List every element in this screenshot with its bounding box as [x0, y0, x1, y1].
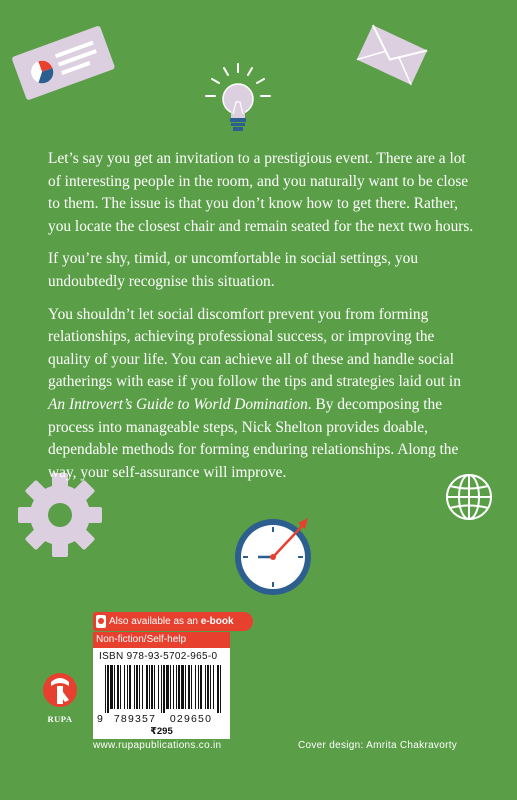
blurb-paragraph-3	[48, 304, 476, 485]
back-cover-blurb	[48, 148, 476, 494]
barcode-digits	[97, 713, 227, 725]
barcode-bar	[166, 665, 169, 709]
lightbulb-icon	[200, 62, 276, 142]
ebook-label-highlight: e-book	[200, 616, 234, 627]
barcode-bar	[213, 665, 214, 709]
isbn-number: ISBN 978-93-5702-965-0	[99, 651, 218, 662]
barcode-bar	[136, 665, 138, 709]
genre-label: Non-fiction/Self-help	[93, 632, 230, 648]
barcode-icon	[97, 665, 225, 713]
barcode-bar	[117, 665, 119, 709]
barcode-bar	[198, 665, 199, 709]
publisher-logo-icon	[42, 660, 78, 712]
blurb-paragraph-1: Let’s say you get an invitation to a prestigious event. There are a lot of interesting people in the room, and you naturally want to be close to them. The issue is that you don’t know how to get there. Rather, you locate the closest chair and remain seated for the next two hours.	[48, 150, 474, 235]
barcode-bar	[127, 665, 128, 709]
barcode-bar	[151, 665, 153, 709]
barcode-bar	[191, 665, 192, 709]
barcode-bar	[139, 665, 140, 709]
envelope-icon	[352, 18, 432, 92]
publisher-name: RUPA	[47, 714, 73, 724]
barcode-digit-group-1: 789357	[113, 713, 157, 725]
id-card-icon	[8, 22, 118, 102]
barcode-bar	[161, 665, 162, 713]
ebook-icon	[96, 615, 106, 628]
barcode-bar	[188, 665, 190, 709]
ebook-availability-banner	[93, 612, 253, 631]
ebook-label-prefix: Also available as an	[109, 616, 201, 627]
barcode-bar	[176, 665, 177, 709]
barcode-bar	[173, 665, 174, 709]
barcode-bar	[200, 665, 202, 709]
barcode-bar	[124, 665, 125, 709]
barcode-bar	[181, 665, 184, 709]
barcode-bar	[170, 665, 171, 709]
barcode-bar	[154, 665, 155, 709]
barcode-bar	[142, 665, 143, 709]
cover-design-credit: Cover design: Amrita Chakravorty	[298, 740, 458, 751]
barcode-bar	[217, 665, 219, 713]
barcode-bar	[110, 665, 113, 709]
barcode-bar	[114, 665, 115, 709]
barcode-bar	[163, 665, 165, 713]
publisher-website: www.rupapublications.co.in	[93, 740, 222, 751]
barcode-bar	[210, 665, 211, 709]
barcode-bar	[134, 665, 135, 709]
barcode-bar	[107, 665, 109, 713]
blurb-p3-text-b: . By decomposing the process into manageable steps, Nick Shelton provides doable, dependable methods for forming enduring relationships. Along the way, your self-assurance will improve.	[48, 395, 459, 481]
barcode-bar	[120, 665, 121, 709]
barcode-bar	[185, 665, 186, 709]
barcode-bar	[149, 665, 150, 709]
barcode-bar	[178, 665, 180, 709]
book-title-italic: An Introvert’s Guide to World Domination	[48, 395, 308, 413]
barcode-bar	[207, 665, 209, 709]
blurb-p3-text-a: You shouldn’t let social discomfort prevent you from forming relationships, achieving professional success, or improving the quality of your life. You can achieve all of these and handle social gatherings with ease if you follow the tips and strategies laid out in	[48, 305, 461, 391]
clock-icon	[232, 512, 318, 598]
barcode-digit-group-2: 029650	[169, 713, 213, 725]
barcode-bar	[220, 665, 221, 713]
barcode-digit-lead: 9	[97, 713, 104, 725]
price-label: ₹295	[150, 726, 173, 737]
barcode-bar	[146, 665, 148, 709]
barcode-bar	[105, 665, 106, 713]
barcode-bar	[129, 665, 131, 709]
barcode-bar	[158, 665, 159, 709]
barcode-bar	[195, 665, 196, 709]
blurb-paragraph-2: If you’re shy, timid, or uncomfortable in social settings, you undoubtedly recognise this situation.	[48, 250, 419, 290]
barcode-block	[93, 632, 230, 739]
barcode-bar	[205, 665, 206, 709]
